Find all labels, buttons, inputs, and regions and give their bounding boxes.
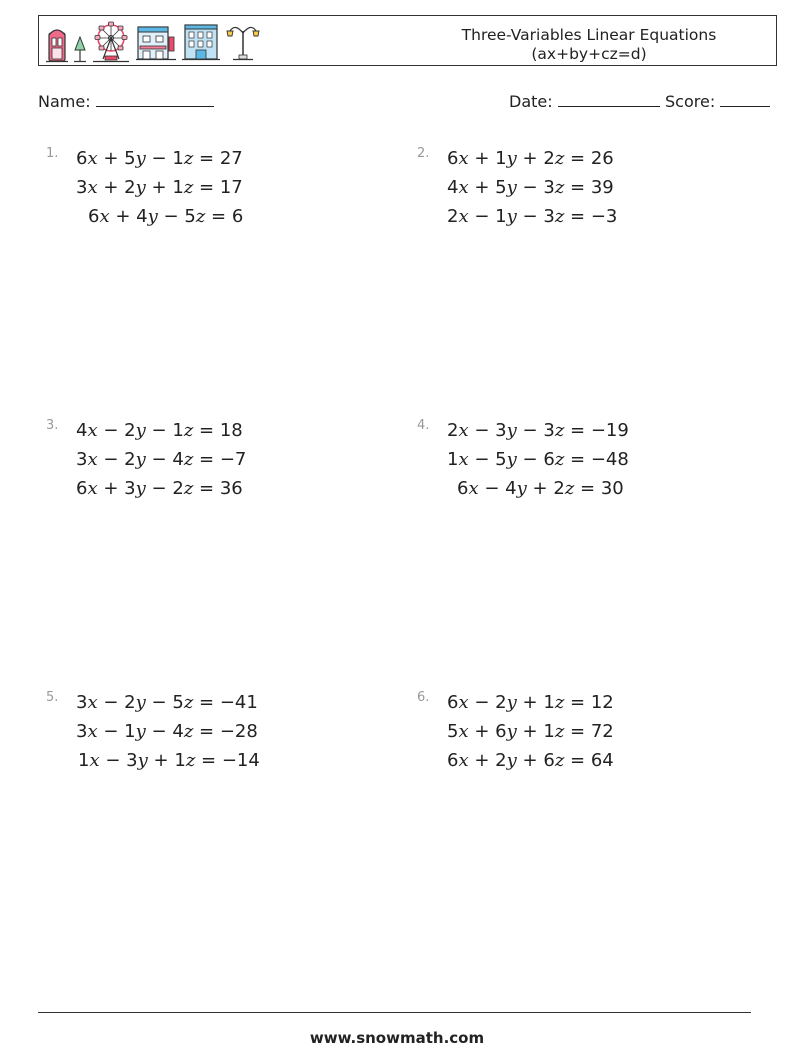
coef-z: 4	[172, 449, 184, 470]
coef-y: 5	[495, 177, 507, 198]
sign-1: +	[474, 177, 490, 198]
sign-2: −	[151, 420, 167, 441]
sign-2: −	[522, 177, 538, 198]
coef-x: 6	[76, 148, 88, 169]
sign-1: −	[103, 692, 119, 713]
equation: 4x − 2y − 1z = 18	[76, 420, 243, 441]
sign-1: −	[103, 420, 119, 441]
title-block	[389, 26, 789, 64]
coef-y: 3	[126, 750, 138, 771]
coef-z: 1	[172, 148, 184, 169]
coef-y: 2	[124, 692, 136, 713]
score-field	[665, 92, 770, 111]
sign-2: −	[522, 206, 538, 227]
sign-1: +	[103, 177, 119, 198]
rhs: −14	[221, 750, 260, 771]
sign-2: −	[151, 478, 167, 499]
rhs: 36	[219, 478, 243, 499]
coef-x: 2	[447, 420, 459, 441]
sign-1: −	[474, 692, 490, 713]
date-blank[interactable]	[558, 92, 660, 107]
office-building-icon	[181, 21, 221, 63]
coef-y: 1	[495, 148, 507, 169]
coef-z: 3	[543, 177, 555, 198]
coef-x: 3	[76, 692, 88, 713]
coef-x: 3	[76, 177, 88, 198]
coef-z: 6	[543, 449, 555, 470]
equation: 6x + 3y − 2z = 36	[76, 478, 243, 499]
problem-number: 6.	[417, 690, 430, 705]
coef-z: 6	[543, 750, 555, 771]
problem-number: 4.	[417, 418, 430, 433]
coef-y: 2	[124, 420, 136, 441]
ferris-wheel-icon	[91, 21, 131, 63]
coef-x: 2	[447, 206, 459, 227]
coef-y: 2	[495, 692, 507, 713]
equation: 3x + 2y + 1z = 17	[76, 177, 243, 198]
sign-1: +	[474, 148, 490, 169]
coef-y: 1	[495, 206, 507, 227]
worksheet-title: Three-Variables Linear Equations	[461, 26, 717, 44]
coef-z: 1	[172, 177, 184, 198]
rhs: 72	[590, 721, 614, 742]
coef-x: 6	[457, 478, 469, 499]
sign-1: −	[474, 449, 490, 470]
rhs: −28	[219, 721, 258, 742]
tree-icon	[73, 23, 87, 63]
coef-x: 6	[447, 692, 459, 713]
coef-z: 3	[543, 420, 555, 441]
date-label: Date:	[509, 92, 553, 111]
sign-1: −	[474, 420, 490, 441]
coef-z: 5	[184, 206, 196, 227]
coef-y: 2	[495, 750, 507, 771]
rhs: 27	[219, 148, 243, 169]
sign-1: −	[103, 449, 119, 470]
equation: 6x + 4y − 5z = 6	[88, 206, 244, 227]
equation: 4x + 5y − 3z = 39	[447, 177, 614, 198]
sign-1: +	[474, 721, 490, 742]
coef-z: 2	[553, 478, 565, 499]
coef-z: 1	[543, 692, 555, 713]
name-label: Name:	[38, 92, 91, 111]
coef-x: 3	[76, 449, 88, 470]
coef-y: 4	[136, 206, 148, 227]
rhs: −7	[219, 449, 247, 470]
sign-1: +	[474, 750, 490, 771]
sign-2: +	[153, 750, 169, 771]
equation: 3x − 2y − 5z = −41	[76, 692, 258, 713]
rhs: 39	[590, 177, 614, 198]
coef-x: 1	[447, 449, 459, 470]
sign-1: +	[115, 206, 131, 227]
name-field	[38, 92, 214, 111]
worksheet-header	[38, 15, 777, 66]
phone-booth-icon	[45, 23, 69, 63]
sign-1: −	[484, 478, 500, 499]
equation: 3x − 1y − 4z = −28	[76, 721, 258, 742]
coef-y: 1	[124, 721, 136, 742]
shop-building-icon	[135, 21, 177, 63]
coef-z: 1	[543, 721, 555, 742]
rhs: −48	[590, 449, 629, 470]
coef-z: 4	[172, 721, 184, 742]
coef-x: 3	[76, 721, 88, 742]
coef-y: 3	[495, 420, 507, 441]
sign-2: +	[151, 177, 167, 198]
coef-y: 6	[495, 721, 507, 742]
equation: 6x + 5y − 1z = 27	[76, 148, 243, 169]
coef-x: 1	[78, 750, 90, 771]
sign-1: −	[105, 750, 121, 771]
rhs: 30	[600, 478, 624, 499]
sign-2: +	[532, 478, 548, 499]
rhs: 17	[219, 177, 243, 198]
header-icons	[45, 19, 261, 63]
coef-y: 3	[124, 478, 136, 499]
equation: 2x − 1y − 3z = −3	[447, 206, 618, 227]
coef-z: 5	[172, 692, 184, 713]
problem-number: 1.	[46, 146, 59, 161]
coef-x: 6	[447, 148, 459, 169]
rhs: 64	[590, 750, 614, 771]
sign-2: +	[522, 148, 538, 169]
sign-2: −	[522, 449, 538, 470]
equation: 6x − 2y + 1z = 12	[447, 692, 614, 713]
coef-y: 5	[124, 148, 136, 169]
coef-x: 6	[447, 750, 459, 771]
sign-2: −	[163, 206, 179, 227]
equation: 6x + 2y + 6z = 64	[447, 750, 614, 771]
sign-2: −	[522, 420, 538, 441]
coef-x: 6	[88, 206, 100, 227]
sign-2: −	[151, 449, 167, 470]
equation: 5x + 6y + 1z = 72	[447, 721, 614, 742]
coef-z: 2	[543, 148, 555, 169]
rhs: −3	[590, 206, 618, 227]
rhs: 12	[590, 692, 614, 713]
footer-url: www.snowmath.com	[309, 1029, 485, 1047]
street-lamp-icon	[225, 21, 261, 63]
coef-x: 4	[447, 177, 459, 198]
coef-z: 1	[174, 750, 186, 771]
equation: 1x − 5y − 6z = −48	[447, 449, 629, 470]
equation: 2x − 3y − 3z = −19	[447, 420, 629, 441]
rhs: −41	[219, 692, 258, 713]
coef-x: 5	[447, 721, 459, 742]
sign-1: +	[103, 148, 119, 169]
problem-number: 5.	[46, 690, 59, 705]
coef-y: 2	[124, 177, 136, 198]
sign-2: −	[151, 148, 167, 169]
equation: 6x + 1y + 2z = 26	[447, 148, 614, 169]
sign-2: +	[522, 692, 538, 713]
rhs: 26	[590, 148, 614, 169]
problem-number: 3.	[46, 418, 59, 433]
footer-divider	[38, 1012, 751, 1013]
date-field	[509, 92, 660, 111]
sign-1: −	[103, 721, 119, 742]
equation: 6x − 4y + 2z = 30	[457, 478, 624, 499]
coef-z: 3	[543, 206, 555, 227]
name-blank[interactable]	[96, 92, 214, 107]
worksheet-subtitle: (ax+by+cz=d)	[531, 45, 647, 63]
coef-z: 1	[172, 420, 184, 441]
coef-x: 4	[76, 420, 88, 441]
rhs: −19	[590, 420, 629, 441]
sign-1: +	[103, 478, 119, 499]
rhs: 18	[219, 420, 243, 441]
score-blank[interactable]	[720, 92, 770, 107]
rhs: 6	[231, 206, 244, 227]
equation: 1x − 3y + 1z = −14	[78, 750, 260, 771]
coef-x: 6	[76, 478, 88, 499]
sign-2: −	[151, 692, 167, 713]
sign-2: −	[151, 721, 167, 742]
score-label: Score:	[665, 92, 716, 111]
equation: 3x − 2y − 4z = −7	[76, 449, 247, 470]
sign-2: +	[522, 750, 538, 771]
coef-z: 2	[172, 478, 184, 499]
sign-2: +	[522, 721, 538, 742]
coef-y: 5	[495, 449, 507, 470]
coef-y: 4	[505, 478, 517, 499]
sign-1: −	[474, 206, 490, 227]
coef-y: 2	[124, 449, 136, 470]
problem-number: 2.	[417, 146, 430, 161]
